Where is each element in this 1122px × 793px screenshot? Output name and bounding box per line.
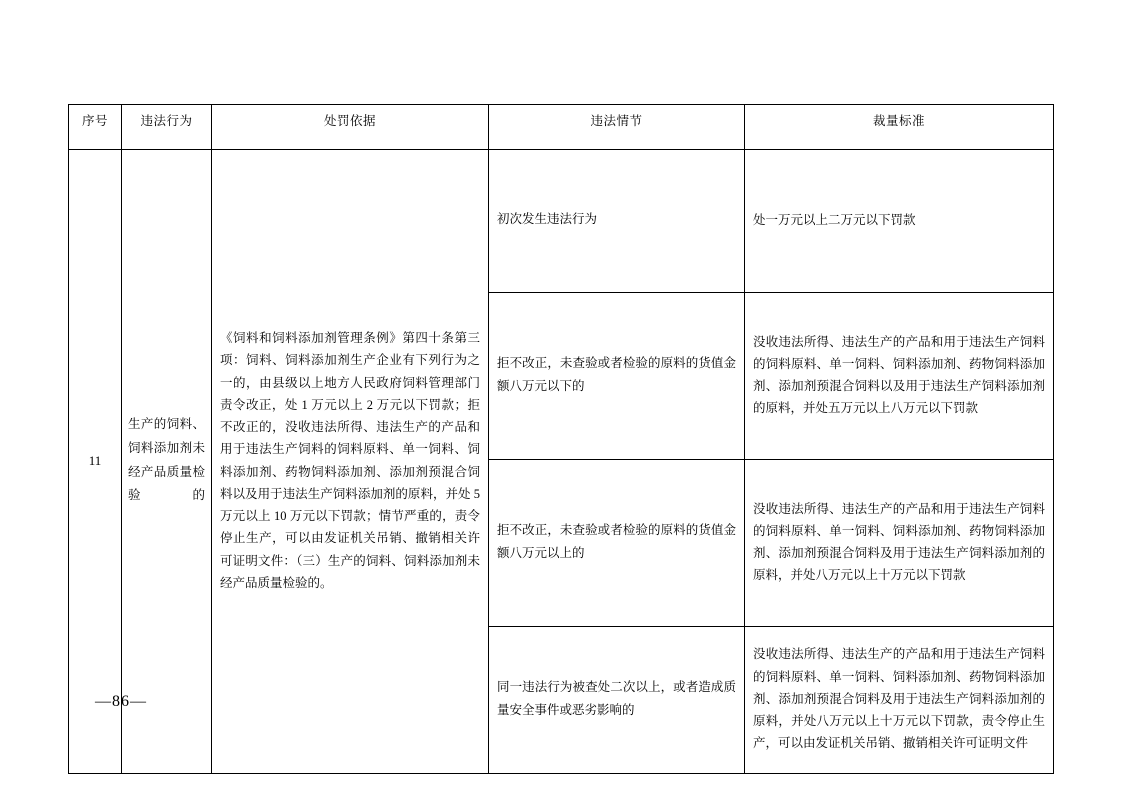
cell-penalty-basis: 《饲料和饲料添加剂管理条例》第四十条第三项：饲料、饲料添加剂生产企业有下列行为之一的，由县级以上地方人民政府饲料管理部门责令改正，处 1 万元以上 2 万元以下罚款；拒不改正的，没收违法所得、违法生产的产品和用于违法生产饲料的饲料原料、单一饲料、饲料添加剂、药物饲料添加剂、添加剂预混合饲料以及用于违法生产饲料添加剂的原料，并处 5 万元以上 10 万元以下罚款；情节严重的，责令停止生产，可以由发证机关吊销、撤销相关许可证明文件：（三）生产的饲料、饲料添加剂未经产品质量检验的。 xyxy=(212,150,489,774)
cell-discretion-standard: 没收违法所得、违法生产的产品和用于违法生产饲料的饲料原料、单一饲料、饲料添加剂、药物饲料添加剂、添加剂预混合饲料及用于违法生产饲料添加剂的原料，并处八万元以上十万元以下罚款，责令停止生产，可以由发证机关吊销、撤销相关许可证明文件 xyxy=(745,627,1054,774)
header-discretion-standard: 裁量标准 xyxy=(745,105,1054,150)
cell-illegal-circumstance: 拒不改正，未查验或者检验的原料的货值金额八万元以上的 xyxy=(489,460,745,627)
cell-illegal-circumstance: 拒不改正，未查验或者检验的原料的货值金额八万元以下的 xyxy=(489,293,745,460)
header-penalty-basis: 处罚依据 xyxy=(212,105,489,150)
cell-discretion-standard: 处一万元以上二万元以下罚款 xyxy=(745,150,1054,293)
cell-illegal-act: 生产的饲料、饲料添加剂未经产品质量检验的 xyxy=(122,150,212,774)
header-illegal-circumstance: 违法情节 xyxy=(489,105,745,150)
header-illegal-act: 违法行为 xyxy=(122,105,212,150)
table-header-row xyxy=(69,105,1054,150)
cell-discretion-standard: 没收违法所得、违法生产的产品和用于违法生产饲料的饲料原料、单一饲料、饲料添加剂、药物饲料添加剂、添加剂预混合饲料及用于违法生产饲料添加剂的原料，并处八万元以上十万元以下罚款 xyxy=(745,460,1054,627)
header-serial-number: 序号 xyxy=(69,105,122,150)
cell-serial-number: 11 xyxy=(69,150,122,774)
table-row xyxy=(69,150,1054,293)
cell-illegal-circumstance: 同一违法行为被查处二次以上，或者造成质量安全事件或恶劣影响的 xyxy=(489,627,745,774)
page-number: —86— xyxy=(95,693,147,710)
penalty-discretion-table xyxy=(68,104,1054,774)
cell-discretion-standard: 没收违法所得、违法生产的产品和用于违法生产饲料的饲料原料、单一饲料、饲料添加剂、药物饲料添加剂、添加剂预混合饲料以及用于违法生产饲料添加剂的原料，并处五万元以上八万元以下罚款 xyxy=(745,293,1054,460)
cell-illegal-circumstance: 初次发生违法行为 xyxy=(489,150,745,293)
